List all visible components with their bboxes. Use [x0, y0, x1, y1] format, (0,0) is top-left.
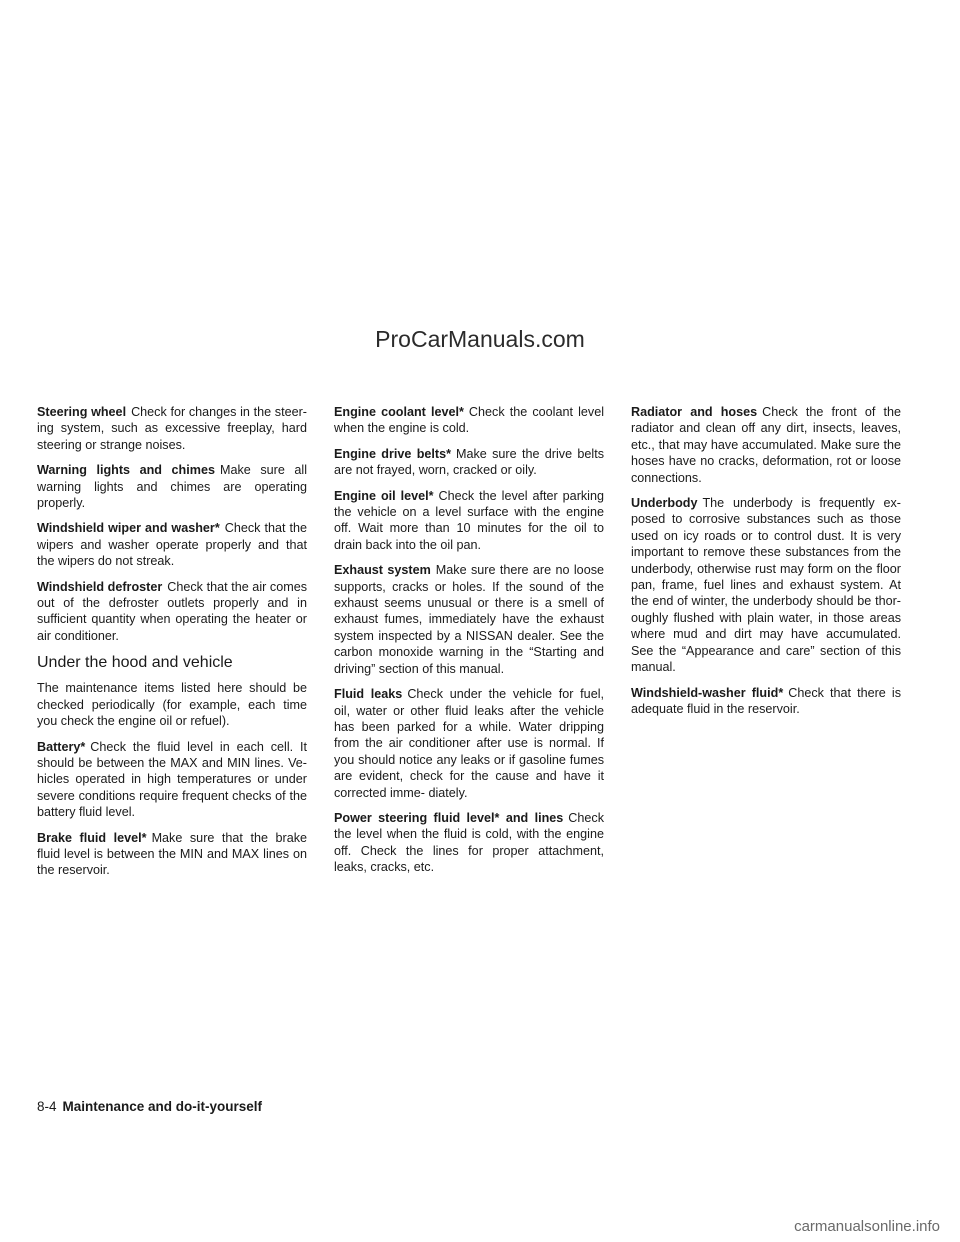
entry-term: Engine coolant level* [334, 405, 464, 419]
entry-underbody [631, 495, 901, 675]
entry-exhaust-system [334, 562, 604, 677]
entry-windshield-wiper [37, 520, 307, 569]
entry-text: Check the coolant level when the engine is cold. [334, 405, 604, 436]
section-intro: The maintenance items listed here should be checked periodically (for example, each time you check the engine oil or refuel). [37, 681, 307, 729]
content-columns [37, 404, 901, 888]
entry-radiator-hoses [631, 404, 901, 486]
entry-engine-drive-belts [334, 446, 604, 479]
entry-engine-coolant [334, 404, 604, 437]
entry-text: The underbody is frequently ex- posed to corrosive substances such as those used on icy roads or to control dust. It is very important to remove these substances from the underbody, otherwise rust may form on the floor pan, frame, fuel lines and exhaust system. At the end of winter, the underbody should be thor- oughly flushed with plain water, in those areas where mud and dirt may have accumulated. See the “Appearance and care” section of this manual. [631, 496, 901, 675]
entry-term: Warning lights and chimes [37, 463, 215, 478]
entry-fluid-leaks [334, 686, 604, 801]
chapter-title: Maintenance and do-it-yourself [62, 1099, 263, 1114]
entry-text: Check that the wipers and washer operate properly and that the wipers do not streak. [37, 521, 307, 569]
entry-term: Radiator and hoses [631, 405, 758, 419]
entry-power-steering [334, 810, 604, 876]
entry-engine-oil [334, 488, 604, 554]
entry-text: Check for changes in the steer- ing system, such as excessive freeplay, hard steering or strange noises. [37, 405, 307, 452]
entry-text: Make sure there are no loose supports, cracks or holes. If the sound of the exhaust seems unusual or there is a smell of exhaust fumes, immediately have the exhaust system inspected by a NISSAN dealer. See the carbon monoxide warning in the “Starting and driving” section of this manual. [334, 563, 604, 676]
watermark-carmanualsonline: carmanualsonline.info [794, 1218, 940, 1235]
section-heading: Under the hood and vehicle [37, 654, 233, 672]
entry-windshield-defroster [37, 579, 307, 645]
page-number: 8-4 [37, 1099, 57, 1114]
entry-brake-fluid [37, 830, 307, 879]
entry-text: Check that the air comes out of the defroster outlets properly and in sufficient quantity when operating the heater or air conditioner. [37, 579, 308, 643]
entry-term: Battery* [37, 739, 86, 754]
entry-text: Check the fluid level in each cell. It should be between the MAX and MIN lines. Ve- hicles operated in high temperatures or under severe conditions require frequent checks of the battery fluid level. [37, 739, 307, 820]
entry-term: Brake fluid level* [37, 830, 147, 845]
column-3 [631, 404, 901, 888]
entry-term: Fluid leaks [334, 687, 403, 702]
entry-washer-fluid [631, 685, 901, 718]
entry-steering-wheel [37, 404, 307, 453]
entry-term: Exhaust system [334, 563, 431, 578]
entry-battery [37, 739, 307, 821]
entry-text: Check that there is adequate fluid in the reservoir. [631, 685, 901, 716]
entry-text: Check under the vehicle for fuel, oil, water or other fluid leaks after the vehicle has been parked for a while. Water dripping from the air conditioner after use is normal. If you should notice any leaks or if gasoline fumes are evident, check for the cause and have it corrected imme- diately. [334, 687, 604, 800]
entry-text: Check the front of the radiator and clean off any dirt, insects, leaves, etc., that may have accumulated. Make sure the hoses have no cracks, deformation, rot or loose connections. [631, 405, 901, 485]
entry-text: Make sure the drive belts are not frayed, worn, cracked or oily. [334, 446, 604, 478]
column-2 [334, 404, 604, 888]
column-1 [37, 404, 307, 888]
page-footer [37, 1099, 262, 1114]
entry-term: Underbody [631, 496, 698, 511]
entry-text: Make sure all warning lights and chimes are operating properly. [37, 463, 307, 511]
entry-term: Windshield wiper and washer* [37, 521, 220, 536]
entry-term: Steering wheel [37, 405, 127, 419]
entry-term: Power steering fluid level* and lines [334, 810, 564, 825]
entry-text: Make sure that the brake fluid level is between the MIN and MAX lines on the reservoir. [37, 830, 307, 878]
entry-warning-lights [37, 462, 307, 511]
entry-text: Check the level after parking the vehicle on a level surface with the engine off. Wait more than 10 minutes for the oil to drain back into the oil pan. [334, 488, 604, 552]
entry-term: Windshield-washer fluid* [631, 685, 784, 700]
entry-term: Windshield defroster [37, 579, 163, 594]
entry-text: Check the level when the fluid is cold, with the engine off. Check the lines for proper attachment, leaks, cracks, etc. [334, 810, 604, 875]
watermark-procarmanuals: ProCarManuals.com [375, 326, 585, 352]
entry-term: Engine oil level* [334, 488, 434, 503]
entry-term: Engine drive belts* [334, 446, 452, 461]
